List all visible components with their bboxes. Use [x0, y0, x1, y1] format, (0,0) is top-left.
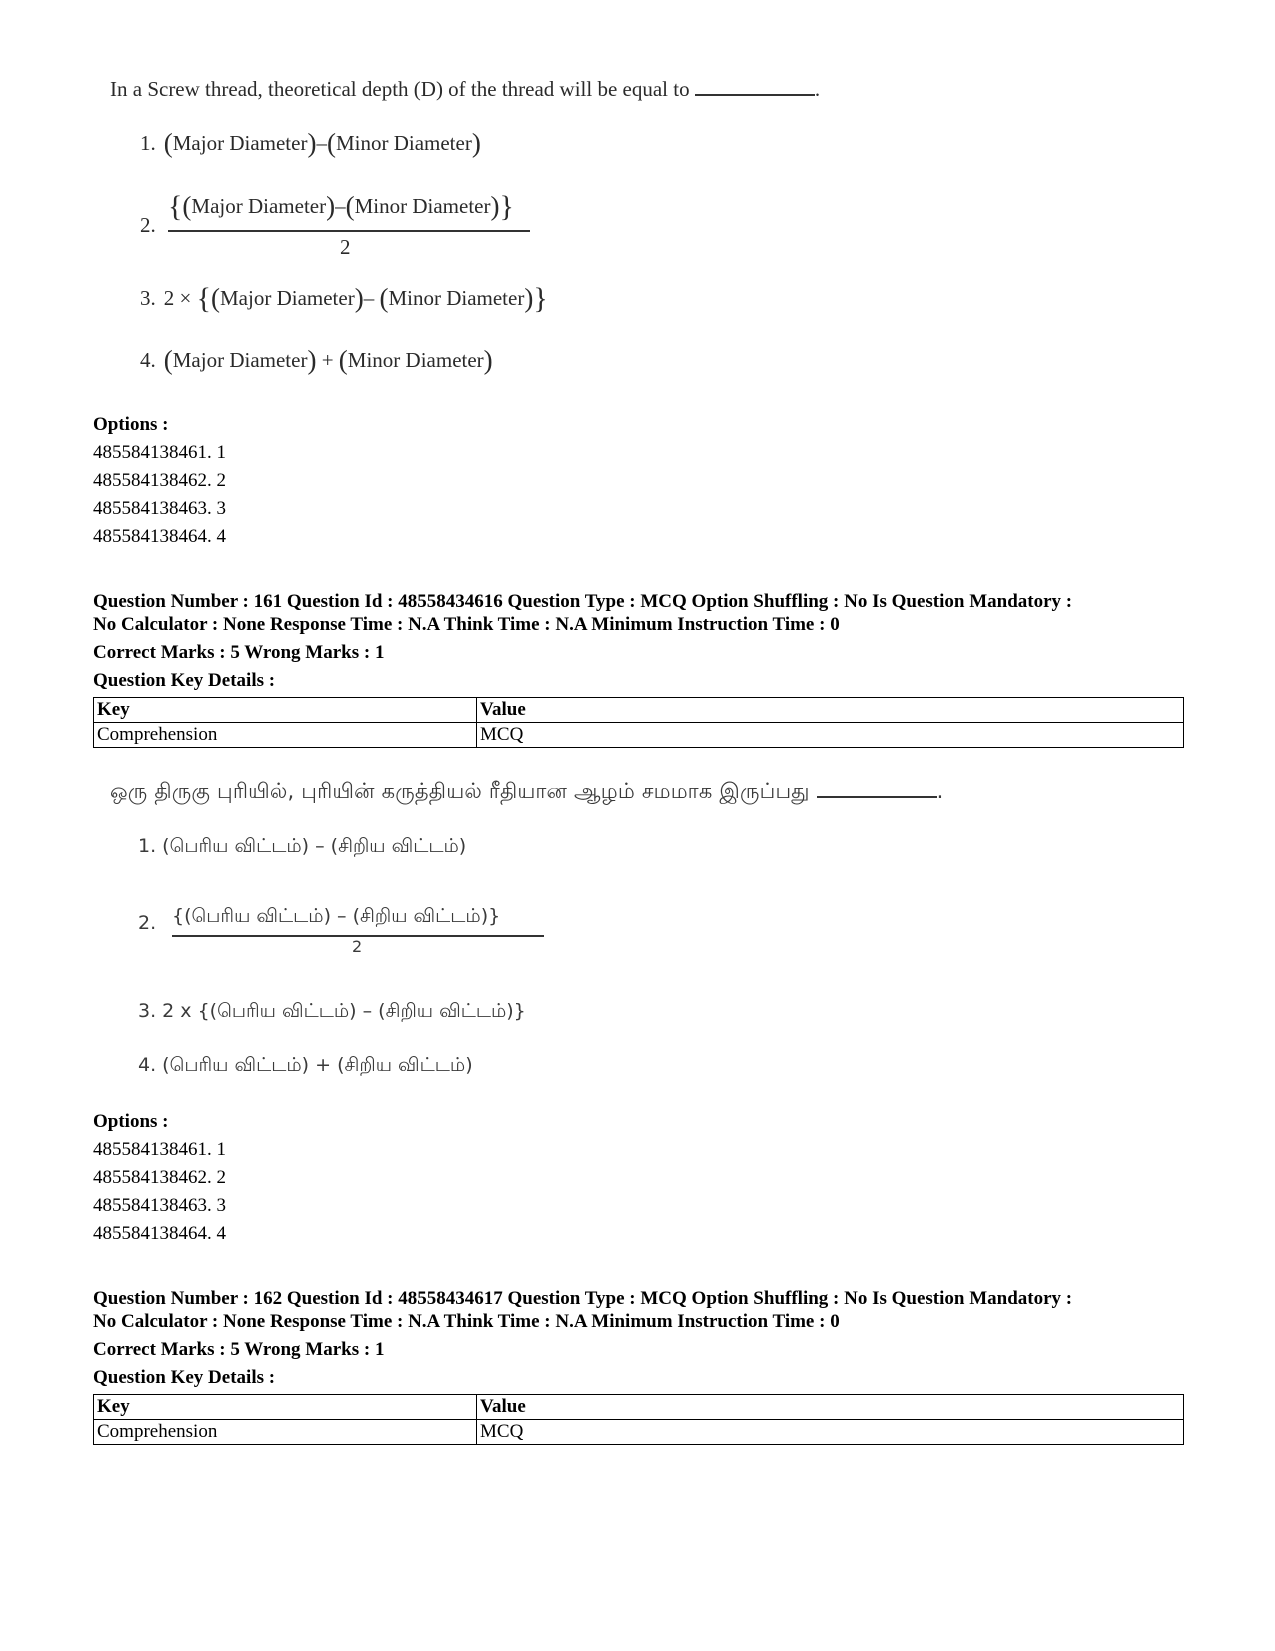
option-1-english: 1. (Major Diameter)–(Minor Diameter): [140, 128, 481, 158]
table-header-key: Key: [94, 1395, 477, 1420]
table-cell-value: MCQ: [477, 1420, 1184, 1445]
option-id: 485584138462. 2: [93, 1167, 226, 1188]
question-key-table: [93, 1394, 1184, 1445]
question-marks: Correct Marks : 5 Wrong Marks : 1: [93, 1339, 385, 1360]
question-meta-line-2: No Calculator : None Response Time : N.A Think Time : N.A Minimum Instruction Time : 0: [93, 614, 840, 635]
answer-blank: [817, 778, 937, 798]
table-header-value: Value: [477, 698, 1184, 723]
question-text-english: In a Screw thread, theoretical depth (D) of the thread will be equal to .: [110, 77, 821, 101]
table-cell-value: MCQ: [477, 723, 1184, 748]
option-id: 485584138463. 3: [93, 1195, 226, 1216]
option-id: 485584138461. 1: [93, 1139, 226, 1160]
question-key-details-label: Question Key Details :: [93, 1367, 276, 1388]
option-2-number-tamil: 2.: [138, 912, 157, 934]
table-cell-key: Comprehension: [94, 723, 477, 748]
question-marks: Correct Marks : 5 Wrong Marks : 1: [93, 642, 385, 663]
question-key-table: [93, 697, 1184, 748]
options-heading: Options :: [93, 414, 169, 435]
option-id: 485584138461. 1: [93, 442, 226, 463]
option-id: 485584138464. 4: [93, 1223, 226, 1244]
question-key-details-label: Question Key Details :: [93, 670, 276, 691]
table-header-key: Key: [94, 698, 477, 723]
option-2-number-english: 2.: [140, 213, 156, 237]
question-meta-line-1: Question Number : 162 Question Id : 48558434617 Question Type : MCQ Option Shuffling : No Is Question Mandatory :: [93, 1288, 1073, 1309]
option-1-tamil: 1. (பெரிய விட்டம்) – (சிறிய விட்டம்): [138, 835, 467, 857]
option-2-fraction-english: {(Major Diameter)–(Minor Diameter)} 2: [168, 190, 530, 224]
option-id: 485584138462. 2: [93, 470, 226, 491]
option-3-english: 3. 2 × {(Major Diameter)– (Minor Diameter)}: [140, 282, 548, 315]
option-id: 485584138463. 3: [93, 498, 226, 519]
question-meta-line-1: Question Number : 161 Question Id : 48558434616 Question Type : MCQ Option Shuffling : No Is Question Mandatory :: [93, 591, 1073, 612]
question-text-tamil: ஒரு திருகு புரியில், புரியின் கருத்தியல் ரீதியான ஆழம் சமமாக இருப்பது .: [110, 779, 944, 803]
option-3-tamil: 3. 2 x {(பெரிய விட்டம்) – (சிறிய விட்டம்)}: [138, 1000, 526, 1022]
question-meta-line-2: No Calculator : None Response Time : N.A Think Time : N.A Minimum Instruction Time : 0: [93, 1311, 840, 1332]
options-heading: Options :: [93, 1111, 169, 1132]
option-2-fraction-tamil: {(பெரிய விட்டம்) – (சிறிய விட்டம்)} 2: [172, 905, 544, 930]
option-4-tamil: 4. (பெரிய விட்டம்) + (சிறிய விட்டம்): [138, 1054, 473, 1076]
table-header-value: Value: [477, 1395, 1184, 1420]
option-id: 485584138464. 4: [93, 526, 226, 547]
option-4-english: 4. (Major Diameter) + (Minor Diameter): [140, 345, 493, 375]
table-cell-key: Comprehension: [94, 1420, 477, 1445]
answer-blank: [695, 76, 815, 96]
